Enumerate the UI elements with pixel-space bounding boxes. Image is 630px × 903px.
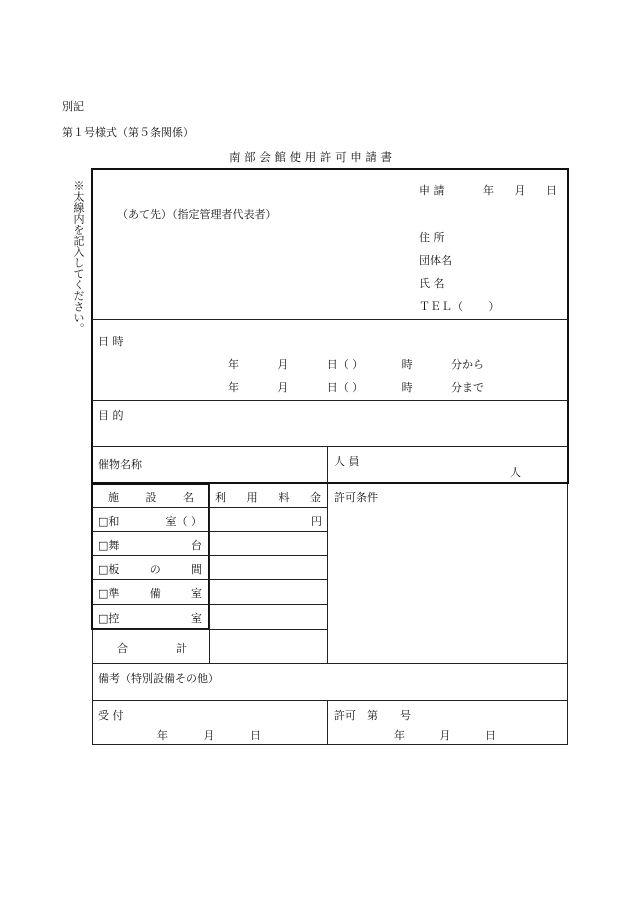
facility-header-char: 施: [108, 491, 119, 504]
divider-purpose: [92, 446, 568, 447]
reception-month: 月: [203, 729, 215, 742]
application-label: 申 請: [419, 184, 445, 197]
facility-row-washitsu: [98, 513, 202, 529]
fee-header-char: 料: [278, 491, 290, 504]
people-label: 人 員: [334, 455, 360, 468]
divider-event-people: [327, 446, 328, 483]
facility-header-char: 設: [145, 491, 157, 504]
facility-name: の: [149, 563, 161, 576]
permit-month: 月: [439, 729, 451, 742]
row-divider-5: [92, 604, 328, 605]
day-label: 日: [546, 184, 557, 197]
to-day: 日（ ）: [326, 381, 364, 394]
from-month: 月: [277, 358, 289, 371]
applicant-name-label: 氏 名: [419, 277, 445, 290]
reception-date: [157, 727, 261, 743]
to-year: 年: [228, 381, 239, 394]
datetime-to-row: [228, 379, 484, 395]
event-name-label: 催物名称: [98, 458, 142, 471]
datetime-label: 日 時: [98, 335, 124, 348]
purpose-label: 目 的: [98, 409, 124, 422]
facility-name: 室（ ）: [165, 515, 202, 528]
total-char: 合: [117, 642, 128, 655]
to-hour: 時: [401, 381, 413, 394]
yen-unit: 円: [311, 515, 322, 528]
row-divider-3: [92, 555, 328, 556]
divider-remarks: [92, 663, 568, 664]
to-month: 月: [277, 381, 289, 394]
divider-reception-permit: [327, 700, 328, 745]
checkbox-icon[interactable]: □: [98, 515, 109, 528]
fee-header: [215, 489, 321, 505]
facility-name: 室: [191, 612, 202, 625]
to-minute: 分まで: [451, 381, 484, 394]
address-label: 住 所: [419, 231, 445, 244]
reception-day: 日: [250, 729, 261, 742]
group-name-label: 団体名: [419, 254, 452, 267]
divider-name-fee: [209, 483, 210, 663]
facility-name: 準: [108, 587, 120, 600]
row-divider-2: [92, 531, 328, 532]
facility-row-butai: [98, 537, 202, 553]
checkbox-icon[interactable]: □: [98, 612, 109, 625]
facility-header: [108, 489, 194, 505]
facility-name: 板: [108, 563, 120, 576]
permit-date: [394, 727, 496, 743]
form-number: 第１号様式（第５条関係）: [62, 126, 194, 139]
fee-header-char: 金: [309, 491, 321, 504]
checkbox-icon[interactable]: □: [98, 563, 109, 576]
facility-name: 和: [108, 515, 120, 528]
facility-row-junbishitsu: [98, 585, 202, 601]
divider-applicant: [92, 319, 568, 320]
divider-datetime: [92, 400, 568, 401]
checkbox-icon[interactable]: □: [98, 539, 109, 552]
facility-name: 室: [191, 587, 202, 600]
year-label: 年: [483, 184, 494, 197]
remarks-label: 備考（特別設備その他）: [98, 672, 219, 685]
row-divider-6: [92, 629, 328, 630]
checkbox-icon[interactable]: □: [98, 587, 109, 600]
facility-name: 控: [108, 612, 120, 625]
permit-day: 日: [485, 729, 496, 742]
facility-row-hikaeshitsu: [98, 610, 202, 626]
facility-name: 備: [149, 587, 161, 600]
side-note: ※太線内を記入してください。: [72, 180, 85, 334]
facility-name: 間: [191, 563, 202, 576]
permit-year: 年: [394, 729, 405, 742]
from-year: 年: [228, 358, 239, 371]
total-row: [117, 640, 187, 656]
addressee-label: （あて先）（指定管理者代表者）: [117, 208, 277, 221]
total-char: 計: [176, 642, 187, 655]
datetime-from-row: [228, 356, 484, 372]
facility-names-thick-box: [91, 483, 210, 630]
facility-name: 舞: [108, 539, 120, 552]
row-divider-4: [92, 579, 328, 580]
table-bottom-border: [92, 744, 568, 745]
permit-conditions-header: 許可条件: [334, 491, 378, 504]
fee-header-char: 用: [246, 491, 258, 504]
document-title: 南 部 会 館 使 用 許 可 申 請 書: [229, 150, 393, 164]
reception-label: 受 付: [98, 709, 124, 722]
from-hour: 時: [401, 358, 413, 371]
from-minute: 分から: [451, 358, 484, 371]
tel-label: ＴＥＬ（ ）: [419, 300, 500, 313]
from-day: 日（ ）: [326, 358, 364, 371]
facility-row-itanoma: [98, 561, 202, 577]
divider-reception: [92, 700, 568, 701]
facility-header-char: 名: [183, 491, 194, 504]
row-divider-1: [92, 507, 328, 508]
reception-year: 年: [157, 729, 168, 742]
fee-header-char: 利: [215, 491, 226, 504]
table-right-border-lower: [567, 483, 568, 745]
permit-number-label: 許可 第 号: [334, 709, 411, 722]
facility-name: 台: [191, 539, 202, 552]
divider-fee-conditions: [327, 483, 328, 663]
month-label: 月: [514, 184, 526, 197]
application-date-row: [419, 182, 557, 198]
people-unit: 人: [510, 466, 521, 479]
betsuki-label: 別記: [62, 100, 84, 113]
